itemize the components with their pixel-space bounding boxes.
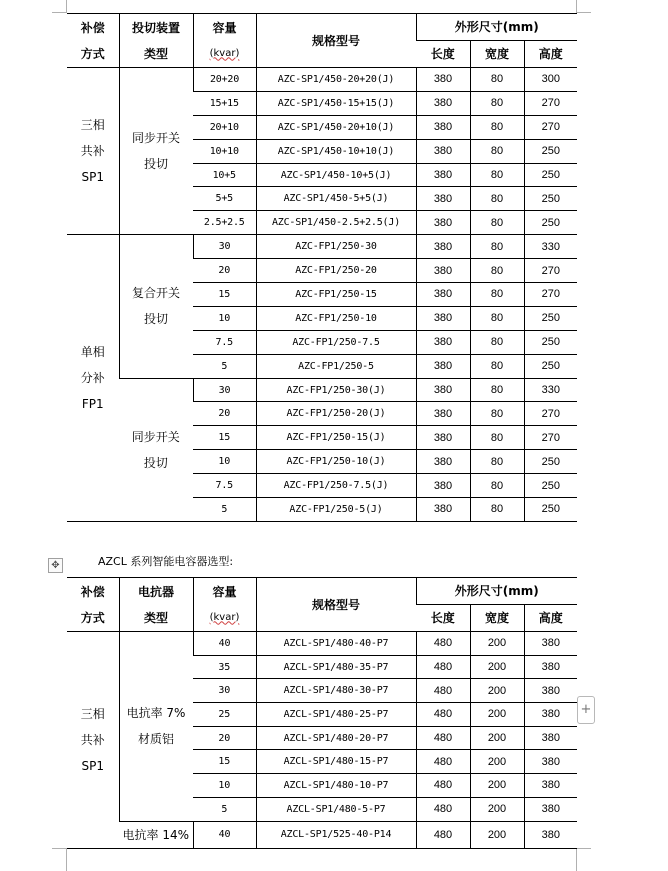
height-cell: 250 (524, 211, 577, 235)
page-corner-mark (576, 0, 591, 13)
height-cell: 380 (524, 750, 577, 774)
switch-type-cell: 同步开关 投切 (119, 378, 193, 521)
width-cell: 80 (470, 402, 524, 426)
capacitor-selection-table (67, 13, 577, 522)
capacity-cell: 35 (193, 655, 256, 679)
width-cell: 80 (470, 163, 524, 187)
model-cell: AZC-SP1/450-20+20(J) (256, 68, 416, 92)
table-row (67, 68, 577, 92)
model-cell: AZC-SP1/450-15+15(J) (256, 91, 416, 115)
height-cell: 250 (524, 306, 577, 330)
length-cell: 380 (416, 115, 470, 139)
length-cell: 380 (416, 330, 470, 354)
capacity-cell: 10 (193, 450, 256, 474)
width-cell: 80 (470, 259, 524, 283)
model-cell: AZC-SP1/450-10+10(J) (256, 139, 416, 163)
length-cell: 480 (416, 750, 470, 774)
page-corner-mark (576, 848, 591, 871)
model-cell: AZCL-SP1/480-10-P7 (256, 774, 416, 798)
model-cell: AZC-FP1/250-10(J) (256, 450, 416, 474)
capacity-cell: 15+15 (193, 91, 256, 115)
width-cell: 200 (470, 726, 524, 750)
length-cell: 480 (416, 655, 470, 679)
height-cell: 250 (524, 474, 577, 498)
header-width: 宽度 (470, 605, 524, 632)
height-cell: 380 (524, 797, 577, 821)
length-cell: 480 (416, 679, 470, 703)
capacity-cell: 10+5 (193, 163, 256, 187)
capacity-cell: 30 (193, 679, 256, 703)
capacity-cell: 15 (193, 283, 256, 307)
width-cell: 200 (470, 703, 524, 727)
height-cell: 380 (524, 679, 577, 703)
width-cell: 80 (470, 474, 524, 498)
length-cell: 380 (416, 450, 470, 474)
add-row-plus-icon[interactable]: + (577, 696, 595, 724)
table-row (67, 378, 577, 402)
capacity-cell: 5+5 (193, 187, 256, 211)
height-cell: 380 (524, 726, 577, 750)
height-cell: 270 (524, 91, 577, 115)
length-cell: 480 (416, 774, 470, 798)
height-cell: 300 (524, 68, 577, 92)
height-cell: 250 (524, 187, 577, 211)
width-cell: 200 (470, 821, 524, 848)
model-cell: AZC-SP1/450-5+5(J) (256, 187, 416, 211)
model-cell: AZC-FP1/250-10 (256, 306, 416, 330)
length-cell: 380 (416, 235, 470, 259)
length-cell: 380 (416, 378, 470, 402)
model-cell: AZCL-SP1/525-40-P14 (256, 821, 416, 848)
switch-type-cell: 同步开关 投切 (119, 68, 193, 235)
capacity-cell: 40 (193, 632, 256, 656)
model-cell: AZC-SP1/450-20+10(J) (256, 115, 416, 139)
model-cell: AZC-FP1/250-7.5(J) (256, 474, 416, 498)
capacity-cell: 20 (193, 259, 256, 283)
height-cell: 330 (524, 235, 577, 259)
table-move-handle-icon[interactable]: ✥ (48, 558, 63, 573)
length-cell: 380 (416, 283, 470, 307)
capacity-cell: 5 (193, 797, 256, 821)
length-cell: 380 (416, 306, 470, 330)
model-cell: AZC-FP1/250-5 (256, 354, 416, 378)
length-cell: 480 (416, 703, 470, 727)
length-cell: 380 (416, 474, 470, 498)
model-cell: AZCL-SP1/480-25-P7 (256, 703, 416, 727)
width-cell: 80 (470, 330, 524, 354)
width-cell: 80 (470, 211, 524, 235)
length-cell: 380 (416, 187, 470, 211)
width-cell: 80 (470, 306, 524, 330)
width-cell: 80 (470, 354, 524, 378)
height-cell: 250 (524, 354, 577, 378)
length-cell: 480 (416, 797, 470, 821)
model-cell: AZC-FP1/250-7.5 (256, 330, 416, 354)
model-cell: AZCL-SP1/480-5-P7 (256, 797, 416, 821)
width-cell: 80 (470, 426, 524, 450)
model-cell: AZC-SP1/450-10+5(J) (256, 163, 416, 187)
compensation-mode-cell: 三相 共补 SP1 (67, 632, 119, 849)
width-cell: 200 (470, 679, 524, 703)
model-cell: AZCL-SP1/480-20-P7 (256, 726, 416, 750)
header-switch-type: 投切装置 类型 (119, 14, 193, 68)
capacity-cell: 10 (193, 774, 256, 798)
switch-type-cell: 电抗率 7% 材质铝 (119, 632, 193, 822)
azcl-section-caption: AZCL 系列智能电容器选型: (98, 555, 234, 568)
model-cell: AZC-FP1/250-15(J) (256, 426, 416, 450)
header-height: 高度 (524, 605, 577, 632)
capacity-cell: 30 (193, 235, 256, 259)
height-cell: 250 (524, 139, 577, 163)
length-cell: 480 (416, 632, 470, 656)
capacity-cell: 25 (193, 703, 256, 727)
width-cell: 80 (470, 235, 524, 259)
model-cell: AZC-SP1/450-2.5+2.5(J) (256, 211, 416, 235)
width-cell: 200 (470, 797, 524, 821)
model-cell: AZCL-SP1/480-40-P7 (256, 632, 416, 656)
width-cell: 80 (470, 498, 524, 522)
header-dimensions: 外形尺寸(mm) (416, 578, 577, 605)
length-cell: 480 (416, 726, 470, 750)
length-cell: 380 (416, 91, 470, 115)
switch-type-cell: 电抗率 14% (119, 821, 193, 848)
header-capacity: 容量 (kvar) (193, 14, 256, 68)
header-width: 宽度 (470, 41, 524, 68)
length-cell: 380 (416, 68, 470, 92)
capacity-cell: 40 (193, 821, 256, 848)
compensation-mode-cell: 三相 共补 SP1 (67, 68, 119, 235)
header-reactor-type: 电抗器 类型 (119, 578, 193, 632)
model-cell: AZC-FP1/250-20(J) (256, 402, 416, 426)
height-cell: 270 (524, 115, 577, 139)
height-cell: 270 (524, 402, 577, 426)
height-cell: 250 (524, 450, 577, 474)
height-cell: 380 (524, 774, 577, 798)
table-row (67, 632, 577, 656)
length-cell: 380 (416, 211, 470, 235)
capacity-cell: 20 (193, 726, 256, 750)
capacity-cell: 10+10 (193, 139, 256, 163)
model-cell: AZC-FP1/250-20 (256, 259, 416, 283)
height-cell: 250 (524, 498, 577, 522)
capacity-cell: 20 (193, 402, 256, 426)
capacity-cell: 15 (193, 750, 256, 774)
header-length: 长度 (416, 41, 470, 68)
model-cell: AZC-FP1/250-30(J) (256, 378, 416, 402)
capacity-cell: 7.5 (193, 330, 256, 354)
width-cell: 80 (470, 283, 524, 307)
width-cell: 80 (470, 91, 524, 115)
width-cell: 80 (470, 187, 524, 211)
length-cell: 380 (416, 498, 470, 522)
switch-type-cell: 复合开关 投切 (119, 235, 193, 378)
header-capacity: 容量 (kvar) (193, 578, 256, 632)
height-cell: 250 (524, 330, 577, 354)
table-row (67, 821, 577, 848)
width-cell: 80 (470, 450, 524, 474)
height-cell: 380 (524, 655, 577, 679)
page-corner-mark (52, 848, 67, 871)
width-cell: 80 (470, 378, 524, 402)
height-cell: 380 (524, 821, 577, 848)
table-row (67, 235, 577, 259)
capacity-cell: 7.5 (193, 474, 256, 498)
length-cell: 380 (416, 259, 470, 283)
capacity-cell: 2.5+2.5 (193, 211, 256, 235)
compensation-mode-cell: 单相 分补 FP1 (67, 235, 119, 522)
length-cell: 380 (416, 426, 470, 450)
header-model: 规格型号 (256, 14, 416, 68)
height-cell: 330 (524, 378, 577, 402)
capacity-cell: 20+20 (193, 68, 256, 92)
length-cell: 380 (416, 354, 470, 378)
length-cell: 380 (416, 139, 470, 163)
header-dimensions: 外形尺寸(mm) (416, 14, 577, 41)
height-cell: 270 (524, 426, 577, 450)
capacity-cell: 5 (193, 498, 256, 522)
model-cell: AZCL-SP1/480-35-P7 (256, 655, 416, 679)
capacity-cell: 10 (193, 306, 256, 330)
length-cell: 480 (416, 821, 470, 848)
azcl-selection-table (67, 577, 577, 849)
width-cell: 80 (470, 139, 524, 163)
model-cell: AZCL-SP1/480-15-P7 (256, 750, 416, 774)
model-cell: AZC-FP1/250-5(J) (256, 498, 416, 522)
capacity-cell: 15 (193, 426, 256, 450)
height-cell: 250 (524, 163, 577, 187)
width-cell: 80 (470, 115, 524, 139)
header-model: 规格型号 (256, 578, 416, 632)
width-cell: 200 (470, 632, 524, 656)
model-cell: AZCL-SP1/480-30-P7 (256, 679, 416, 703)
capacity-cell: 30 (193, 378, 256, 402)
length-cell: 380 (416, 163, 470, 187)
width-cell: 200 (470, 655, 524, 679)
length-cell: 380 (416, 402, 470, 426)
header-height: 高度 (524, 41, 577, 68)
capacity-cell: 20+10 (193, 115, 256, 139)
page-corner-mark (52, 0, 67, 13)
model-cell: AZC-FP1/250-30 (256, 235, 416, 259)
model-cell: AZC-FP1/250-15 (256, 283, 416, 307)
height-cell: 270 (524, 283, 577, 307)
height-cell: 380 (524, 632, 577, 656)
height-cell: 380 (524, 703, 577, 727)
capacity-cell: 5 (193, 354, 256, 378)
width-cell: 200 (470, 774, 524, 798)
height-cell: 270 (524, 259, 577, 283)
width-cell: 80 (470, 68, 524, 92)
header-length: 长度 (416, 605, 470, 632)
header-mode: 补偿 方式 (67, 578, 119, 632)
width-cell: 200 (470, 750, 524, 774)
header-mode: 补偿 方式 (67, 14, 119, 68)
